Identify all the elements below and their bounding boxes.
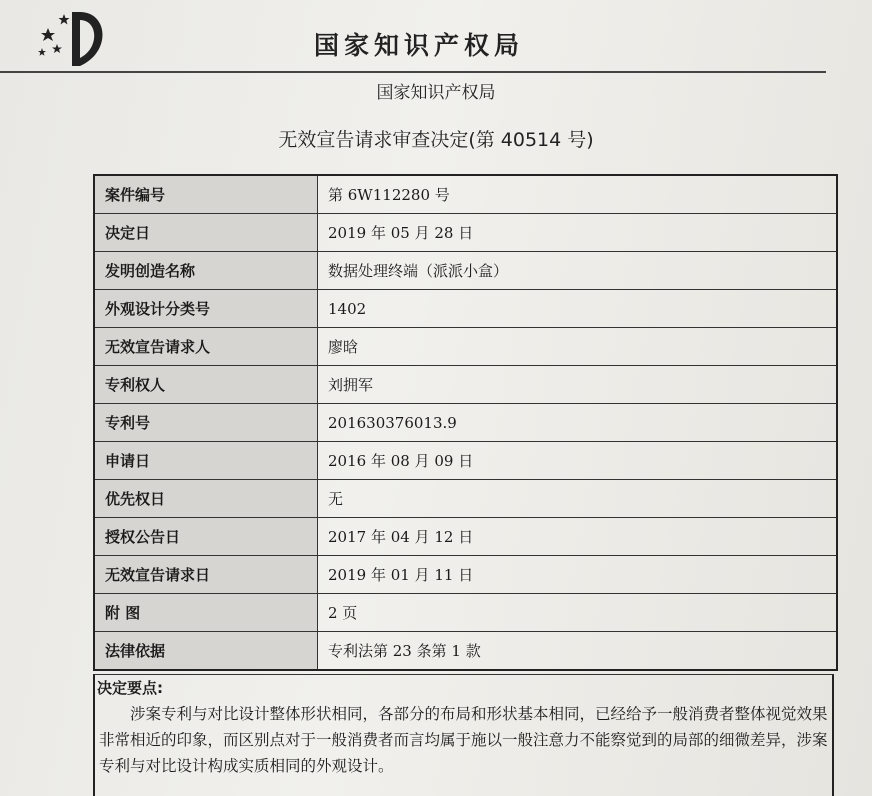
office-header-name: 国家知识产权局 bbox=[314, 31, 525, 60]
table-row bbox=[94, 480, 837, 518]
table-row bbox=[94, 175, 837, 214]
table-row bbox=[94, 404, 837, 442]
cnipa-logo-icon bbox=[30, 8, 120, 70]
table-row bbox=[94, 366, 837, 404]
row-value: 2019 年 01 月 11 日 bbox=[318, 556, 838, 594]
summary-heading: 决定要点: bbox=[97, 679, 163, 697]
document-title: 无效宣告请求审查决定(第 40514 号) bbox=[278, 129, 594, 151]
table-row bbox=[94, 518, 837, 556]
row-value: 廖晗 bbox=[318, 328, 838, 366]
table-row bbox=[94, 290, 837, 328]
row-value: 2019 年 05 月 28 日 bbox=[318, 214, 838, 252]
row-value: 1402 bbox=[318, 290, 838, 328]
header-divider bbox=[0, 71, 826, 73]
row-label: 外观设计分类号 bbox=[94, 290, 318, 328]
summary-text: 涉案专利与对比设计整体形状相同，各部分的布局和形状基本相同，已经给予一般消费者整体视觉效果非常相近的印象，而区别点对于一般消费者而言均属于施以一般注意力不能察觉到的局部的细微差异，涉案专利与对比设计构成实质相同的外观设计。 bbox=[99, 705, 828, 775]
table-row bbox=[94, 632, 837, 671]
table-row bbox=[94, 442, 837, 480]
row-label: 发明创造名称 bbox=[94, 252, 318, 290]
office-name: 国家知识产权局 bbox=[376, 83, 496, 103]
row-label: 无效宣告请求人 bbox=[94, 328, 318, 366]
row-value: 数据处理终端（派派小盒） bbox=[318, 252, 838, 290]
row-value: 2016 年 08 月 09 日 bbox=[318, 442, 838, 480]
row-label: 决定日 bbox=[94, 214, 318, 252]
row-value: 无 bbox=[318, 480, 838, 518]
table-row bbox=[94, 594, 837, 632]
table-row bbox=[94, 214, 837, 252]
row-value: 第 6W112280 号 bbox=[318, 175, 838, 214]
table-row bbox=[94, 328, 837, 366]
row-value: 2 页 bbox=[318, 594, 838, 632]
row-label: 案件编号 bbox=[94, 175, 318, 214]
table-row bbox=[94, 252, 837, 290]
case-info-table bbox=[93, 174, 838, 671]
row-value: 201630376013.9 bbox=[318, 404, 838, 442]
row-value: 2017 年 04 月 12 日 bbox=[318, 518, 838, 556]
table-row bbox=[94, 556, 837, 594]
row-label: 法律依据 bbox=[94, 632, 318, 671]
row-label: 专利号 bbox=[94, 404, 318, 442]
row-value: 刘拥军 bbox=[318, 366, 838, 404]
row-label: 授权公告日 bbox=[94, 518, 318, 556]
row-label: 专利权人 bbox=[94, 366, 318, 404]
row-value: 专利法第 23 条第 1 款 bbox=[318, 632, 838, 671]
row-label: 申请日 bbox=[94, 442, 318, 480]
row-label: 优先权日 bbox=[94, 480, 318, 518]
row-label: 无效宣告请求日 bbox=[94, 556, 318, 594]
row-label: 附 图 bbox=[94, 594, 318, 632]
decision-summary bbox=[93, 674, 834, 796]
